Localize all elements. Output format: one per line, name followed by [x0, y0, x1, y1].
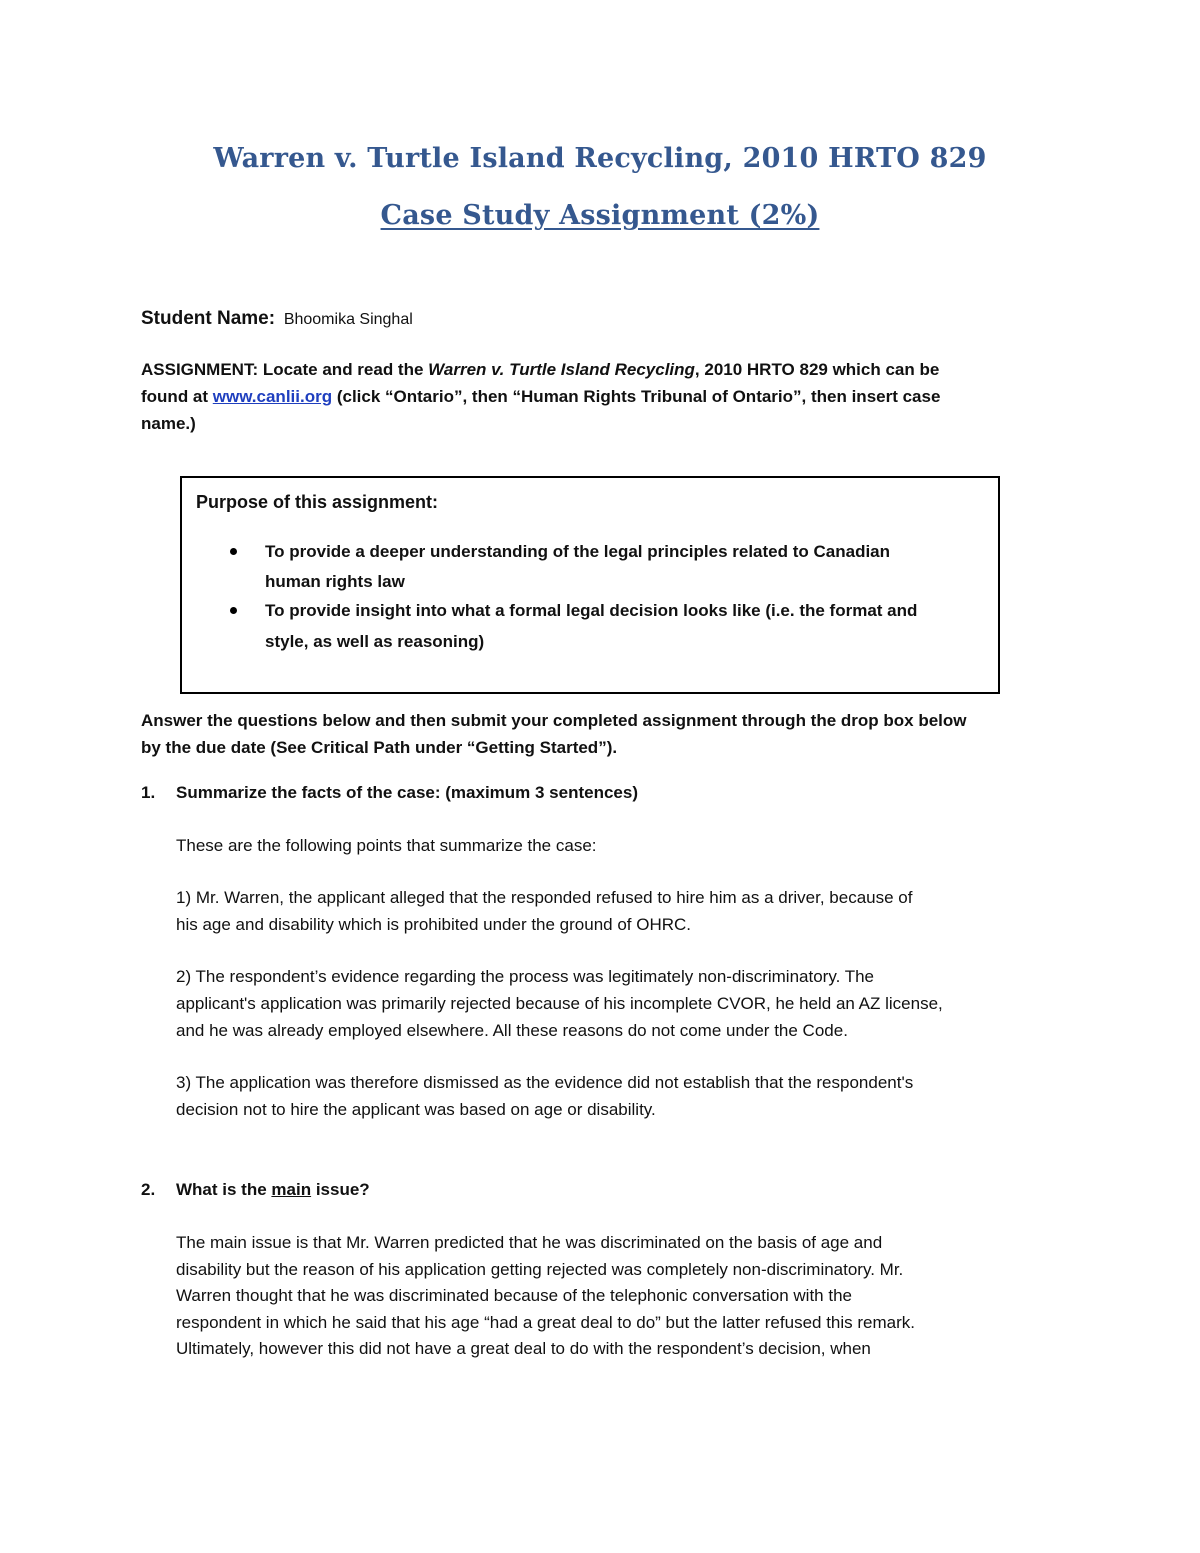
instructions-line-2: by the due date (See Critical Path under “Getting Started”).: [141, 738, 618, 757]
question-1-number: 1.: [141, 783, 156, 802]
document-title: Warren v. Turtle Island Recycling, 2010 HRTO 829: [213, 143, 987, 174]
canlii-link[interactable]: www.canlii.org: [212, 387, 333, 406]
q2-answer-line-5: Ultimately, however this did not have a great deal to do with the respondent’s decision, when: [176, 1339, 871, 1358]
assignment-line-2: [141, 384, 940, 410]
q1-point-3-line-2: decision not to hire the applicant was based on age or disability.: [176, 1100, 656, 1119]
assignment-found-at: found at: [141, 387, 213, 406]
assignment-line-3: name.): [141, 414, 196, 433]
question-1-text: Summarize the facts of the case: (maximum 3 sentences): [176, 783, 638, 802]
assignment-prefix: ASSIGNMENT: Locate and read the: [141, 360, 429, 379]
q1-point-2-line-2: applicant's application was primarily rejected because of his incomplete CVOR, he held an AZ license,: [176, 994, 943, 1013]
q2-answer-line-2: disability but the reason of his application getting rejected was completely non-discriminatory. Mr.: [176, 1260, 904, 1279]
q1-point-1-line-1: 1) Mr. Warren, the applicant alleged that the responded refused to hire him as a driver, because of: [176, 888, 913, 907]
assignment-case-name: Warren v. Turtle Island Recycling: [428, 360, 695, 379]
q2-text-underlined: main: [271, 1180, 312, 1199]
q2-text-after: issue?: [311, 1180, 370, 1199]
q2-answer-line-3: Warren thought that he was discriminated because of the telephonic conversation with the: [176, 1286, 852, 1305]
student-name-row: [141, 306, 413, 333]
q1-point-2-line-1: 2) The respondent’s evidence regarding the process was legitimately non-discriminatory. The: [176, 967, 874, 986]
purpose-bullet-1-line-2: human rights law: [265, 572, 405, 591]
document-subtitle: Case Study Assignment (2%): [380, 200, 820, 231]
purpose-bullet-1-line-1: To provide a deeper understanding of the legal principles related to Canadian: [265, 542, 891, 561]
purpose-bullet-2-line-1: To provide insight into what a formal legal decision looks like (i.e. the format and: [265, 601, 918, 620]
q2-text-before: What is the: [176, 1180, 272, 1199]
q2-answer-line-4: respondent in which he said that his age “had a great deal to do” but the latter refused this remark.: [176, 1313, 915, 1332]
q1-point-2-line-3: and he was already employed elsewhere. All these reasons do not come under the Code.: [176, 1021, 848, 1040]
question-2-number: 2.: [141, 1180, 156, 1199]
assignment-line-1: [141, 357, 939, 383]
q1-point-1-line-2: his age and disability which is prohibited under the ground of OHRC.: [176, 915, 692, 934]
assignment-instructions: (click “Ontario”, then “Human Rights Tribunal of Ontario”, then insert case: [332, 387, 941, 406]
q1-point-3-line-1: 3) The application was therefore dismissed as the evidence did not establish that the respondent's: [176, 1073, 914, 1092]
bullet-icon: [230, 548, 237, 555]
purpose-heading: Purpose of this assignment:: [196, 492, 439, 512]
purpose-bullet-2-line-2: style, as well as reasoning): [265, 632, 485, 651]
assignment-after-case: , 2010 HRTO 829 which can be: [694, 360, 940, 379]
question-2-text: [176, 1177, 370, 1203]
instructions-line-1: Answer the questions below and then submit your completed assignment through the drop box below: [141, 711, 967, 730]
q2-answer-line-1: The main issue is that Mr. Warren predicted that he was discriminated on the basis of age and: [176, 1233, 883, 1252]
q1-intro: These are the following points that summarize the case:: [176, 836, 597, 855]
bullet-icon: [230, 607, 237, 614]
student-name-value: Bhoomika Singhal: [283, 311, 413, 328]
student-name-label: Student Name:: [141, 308, 276, 329]
